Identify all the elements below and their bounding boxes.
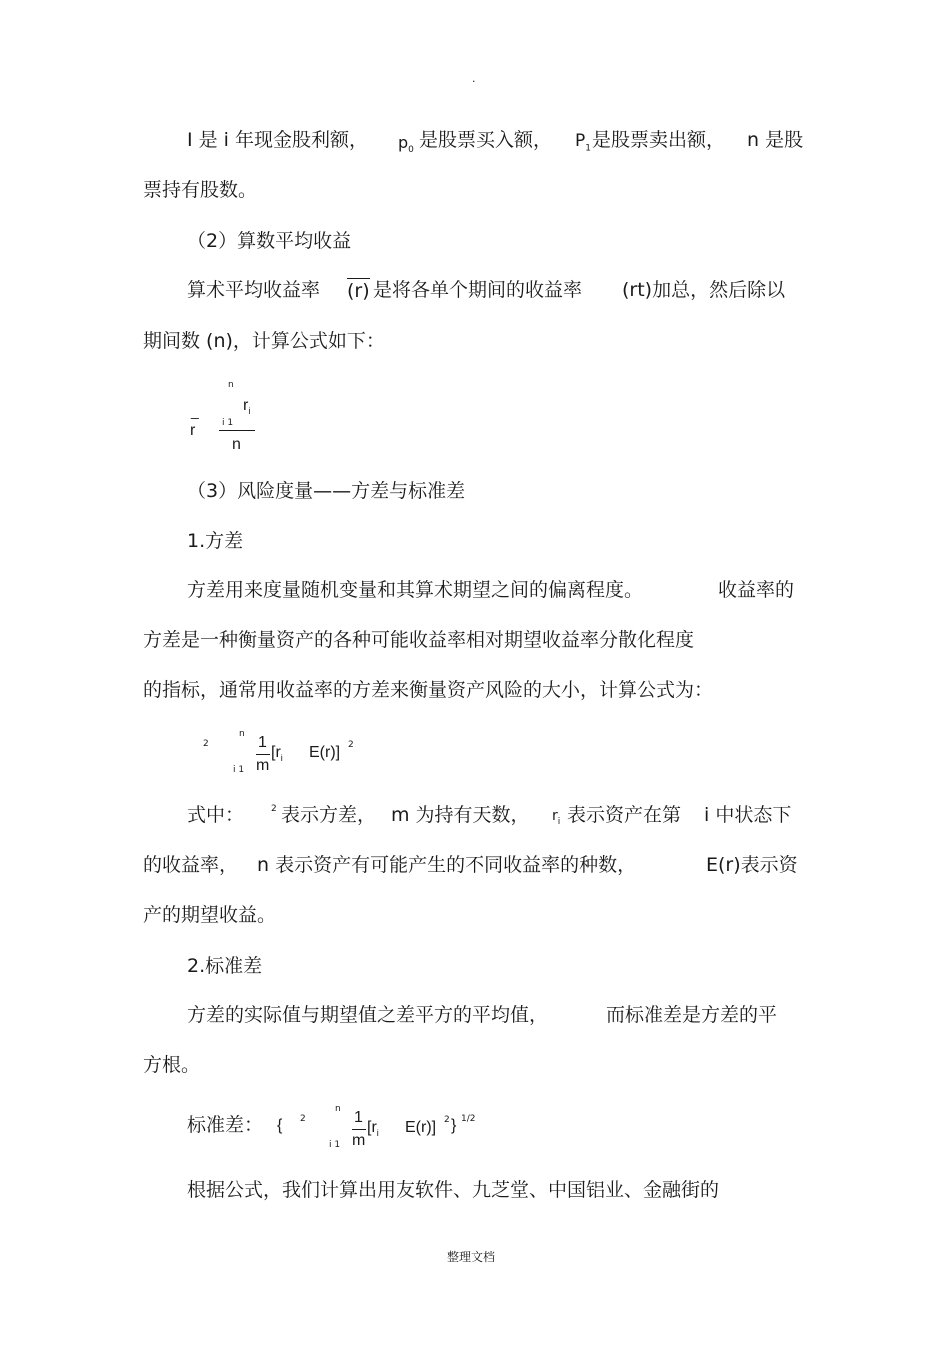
p1-symbol: $P_1$ [575,131,591,154]
p4-line-2c: E(r)表示资 [706,854,798,876]
formula2-square: 2 [348,740,354,750]
formula3-denominator: m [352,1132,366,1149]
formula2-bracket: [$r_i$ [271,744,283,764]
header-dot: . [472,72,476,85]
p2-line-2: 期间数 (n)，计算公式如下： [143,330,385,352]
formula3-sum-top: n [335,1104,341,1114]
formula1-denominator: n [232,436,241,453]
p6-line-1: 根据公式，我们计算出用友软件、九芝堂、中国铝业、金融街的 [187,1179,720,1201]
p3-line-2: 方差是一种衡量资产的各种可能收益率相对期望收益率分散化程度 [143,629,695,651]
p4-sup-2: 2 [271,804,277,814]
formula3-sum-bottom: i 1 [329,1140,341,1150]
formula3-open-brace: { [277,1117,283,1134]
formula3-square: 2 [444,1115,450,1125]
page-footer: 整理文档 [447,1250,496,1264]
p1-text-3: 是股票卖出额， [592,129,726,151]
formula3-label: 标准差： [187,1114,264,1136]
formula1-fraction-line [219,430,255,431]
formula2-sum-top: n [239,729,245,739]
p1-text-1: I 是 i 年现金股利额， [187,129,369,151]
p4-text-5: i 中状态下 [704,804,792,826]
formula3-fraction-line [352,1129,366,1130]
p1-text-2: 是股票买入额， [419,129,553,151]
formula3-close-brace: } [451,1117,457,1134]
section-3-heading: （3）风险度量——方差与标准差 [187,480,466,502]
formula2-numerator: 1 [258,734,267,751]
formula1-sum-top: n [228,380,234,390]
formula1-r: r [190,422,196,439]
formula1-bar: _ [191,403,199,419]
p4-line-2a: 的收益率， [143,854,239,876]
std-dev-heading: 2.标准差 [187,955,263,977]
formula1-ri: $r_i$ [243,397,251,417]
formula2-fraction-line [256,754,270,755]
formula3-sigma-sup: 2 [300,1114,306,1124]
p4-text-4: 表示资产在第 [567,804,682,826]
p3-text-2: 收益率的 [718,579,795,601]
p4-line-3: 产的期望收益。 [143,904,277,926]
p4-line-2b: n 表示资产有可能产生的不同收益率的种数， [257,854,637,876]
formula2-sigma-sup: 2 [203,739,209,749]
p4-text-3: m 为持有天数， [391,804,530,826]
p0-symbol: $p_0$ [398,133,414,156]
formula3-numerator: 1 [354,1109,363,1126]
formula3-bracket: [$r_i$ [367,1119,379,1139]
p2-text-2: 是将各单个期间的收益率 [373,279,583,301]
p5-line-2: 方根。 [143,1054,201,1076]
p4-text-1: 式中： [187,804,245,826]
p2-text-3: (rt)加总，然后除以 [622,279,786,301]
p4-text-2: 表示方差， [281,804,377,826]
r-bar-symbol: (r) [347,280,370,302]
variance-heading: 1.方差 [187,530,244,552]
formula1-sum-bottom: i 1 [222,418,234,428]
p1-line-2: 票持有股数。 [143,179,258,201]
p4-r-symbol: $r_i$ [552,808,561,827]
p5-text-2: 而标准差是方差的平 [606,1004,778,1026]
p2-text-1: 算术平均收益率 [187,279,321,301]
formula3-expectation: E(r)] [405,1119,437,1136]
formula3-power: 1/2 [461,1114,476,1124]
p1-text-4: n 是股 [747,129,804,151]
formula2-expectation: E(r)] [309,744,341,761]
p5-text-1: 方差的实际值与期望值之差平方的平均值， [187,1004,549,1026]
formula2-denominator: m [256,757,270,774]
p3-text-1: 方差用来度量随机变量和其算术期望之间的偏离程度。 [187,579,644,601]
formula2-sum-bottom: i 1 [233,765,245,775]
section-2-heading: （2）算数平均收益 [187,230,352,252]
p3-line-3: 的指标，通常用收益率的方差来衡量资产风险的大小，计算公式为： [143,679,714,701]
